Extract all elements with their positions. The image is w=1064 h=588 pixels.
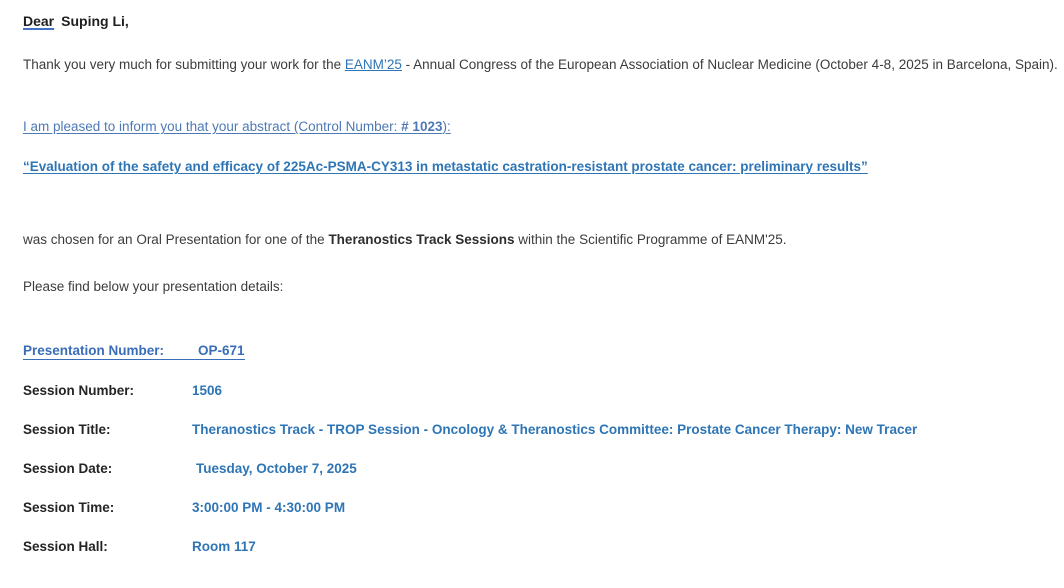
track-sessions-emphasis: Theranostics Track Sessions	[328, 232, 515, 247]
session-title-value: Theranostics Track - TROP Session - Oncology & Theranostics Committee: Prostate Cancer Therapy: New Tracer	[192, 422, 918, 437]
session-number-row	[23, 383, 222, 398]
session-title-row	[23, 422, 917, 437]
salutation: Dear	[23, 13, 55, 29]
selection-text-before: was chosen for an Oral Presentation for one of the	[23, 232, 329, 247]
session-time-label: Session Time:	[23, 500, 115, 515]
session-title-label: Session Title:	[23, 422, 111, 437]
eanm-link[interactable]: EANM’25	[344, 57, 402, 72]
presentation-number-row	[23, 343, 245, 360]
greeting-line	[23, 13, 129, 29]
session-number-label: Session Number:	[23, 383, 135, 398]
session-date-row	[23, 461, 357, 476]
recipient-name: Suping Li,	[61, 13, 129, 29]
session-hall-row	[23, 539, 256, 554]
control-number: # 1023	[401, 119, 443, 134]
notice-text-before: I am pleased to inform you that your abstract (Control Number:	[23, 119, 402, 134]
presentation-number-value: OP-671	[198, 343, 245, 358]
acceptance-notice	[23, 119, 451, 134]
session-number-value: 1506	[192, 383, 223, 398]
session-hall-label: Session Hall:	[23, 539, 108, 554]
session-hall-value: Room 117	[192, 539, 256, 554]
intro-text-before: Thank you very much for submitting your work for the	[23, 57, 345, 72]
details-intro: Please find below your presentation details:	[23, 279, 284, 294]
presentation-number-label: Presentation Number:	[23, 343, 165, 358]
intro-paragraph	[23, 57, 1058, 72]
notice-text-after: ):	[442, 119, 451, 134]
session-time-value: 3:00:00 PM - 4:30:00 PM	[192, 500, 346, 515]
selection-text-after: within the Scientific Programme of EANM'25.	[514, 232, 787, 247]
session-date-value: Tuesday, October 7, 2025	[196, 461, 357, 476]
abstract-title: “Evaluation of the safety and efficacy of 225Ac-PSMA-CY313 in metastatic castration-resistant prostate cancer: preliminary results”	[23, 159, 868, 174]
session-time-row	[23, 500, 345, 515]
selection-paragraph	[23, 232, 786, 247]
session-date-label: Session Date:	[23, 461, 113, 476]
intro-text-after: - Annual Congress of the European Association of Nuclear Medicine (October 4-8, 2025 in Barcelona, Spain).	[401, 57, 1058, 72]
